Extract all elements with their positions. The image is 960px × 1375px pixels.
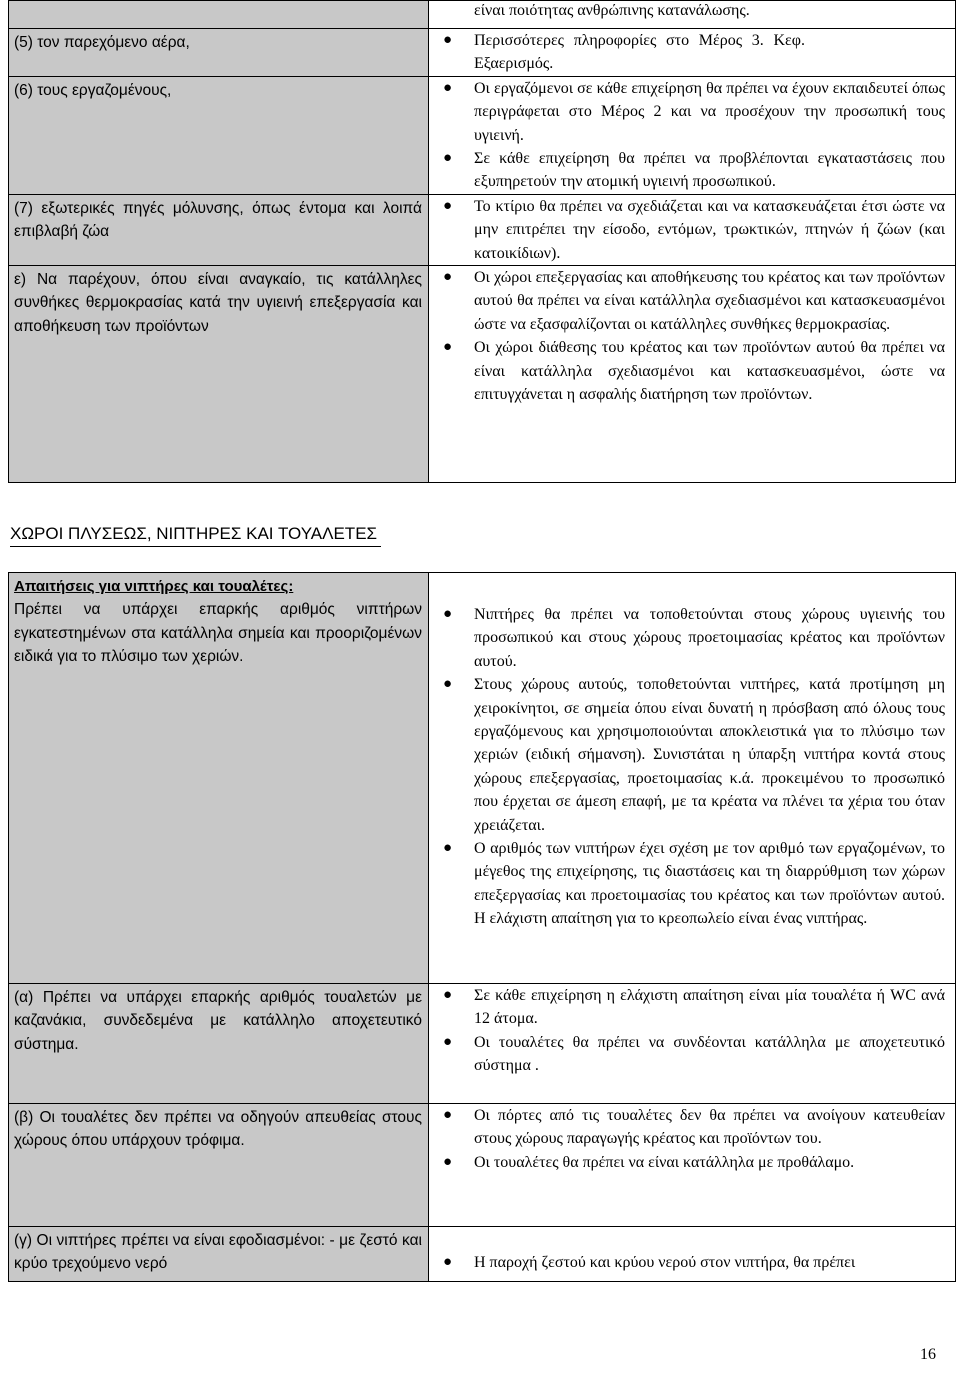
page-number: 16 [920,1346,936,1363]
left-cell [9,573,429,984]
list-item: ● Οι εργαζόμενοι σε κάθε επιχείρηση θα πρέπει να έχουν εκπαιδευτεί όπως περιγράφεται στο Μέρος 2 και να προσέχουν την προσωπική τους υγιεινή. [474,77,945,147]
right-cell [429,1,956,29]
right-cell [429,984,956,1104]
left-cell: (β) Οι τουαλέτες δεν πρέπει να οδηγούν απευθείας στους χώρους όπου υπάρχουν τρόφιμα. [9,1104,429,1227]
left-cell: (α) Πρέπει να υπάρχει επαρκής αριθμός τουαλετών με καζανάκια, συνδεδεμένα με κατάλληλο αποχετευτικό σύστημα. [9,984,429,1104]
list-item: ● Οι πόρτες από τις τουαλέτες δεν θα πρέπει να ανοίγουν κατευθείαν στους χώρους παραγωγής κρέατος και προϊόντων του. [474,1104,945,1151]
table-row [9,194,956,265]
list-item: ● Οι χώροι διάθεσης του κρέατος και των προϊόντων αυτού θα πρέπει να είναι κατάλληλα σχεδιασμένοι και κατασκευασμένοι, ώστε να επιτυγχάνεται η ασφαλής διατήρηση των προϊόντων. [474,336,945,406]
requirements-title: Απαιτήσεις για νιπτήρες και τουαλέτες: [14,578,294,595]
bullet-icon: ● [443,269,453,286]
left-cell: ε) Να παρέχουν, όπου είναι αναγκαίο, τις κατάλληλες συνθήκες θερμοκρασίας κατά την υγιεινή επεξεργασία και αποθήκευση των προϊόντων [9,266,429,483]
table-row [9,984,956,1104]
right-cell [429,194,956,265]
right-cell [429,1227,956,1282]
list-item: ● Οι τουαλέτες θα πρέπει να είναι κατάλληλα με προθάλαμο. [474,1151,945,1174]
bullet-icon: ● [443,1033,453,1050]
bullet-icon: ● [443,606,453,622]
bullet-icon: ● [443,840,453,857]
left-cell: (6) τους εργαζομένους, [9,76,429,194]
bullet-icon: ● [443,987,453,1003]
bullet-icon: ● [443,676,453,693]
right-cell [429,266,956,483]
list-item: ● Ο αριθμός των νιπτήρων έχει σχέση με τον αριθμό των εργαζομένων, το μέγεθος της επιχείρησης, τις διαστάσεις και τη διαρρύθμιση των χώρων επεξεργασίας και προετοιμασίας του κρέατος και των προϊόντων αυτού. Η ελάχιστη απαίτηση για το κρεοπωλείο είναι ένας νιπτήρας. [474,837,945,931]
bullet-icon: ● [443,32,453,48]
bullet-icon: ● [443,150,453,167]
table-row [9,1,956,29]
table-row [9,1104,956,1227]
list-item: ● Οι τουαλέτες θα πρέπει να συνδέονται κατάλληλα με αποχετευτικό σύστημα . [474,1031,945,1078]
list-item: ● Στους χώρους αυτούς, τοποθετούνται νιπτήρες, κατά προτίμηση μη χειροκίνητοι, σε σημεία όπου είναι δυνατή η πρόσβαση από όλους τους εργαζόμενους και χρησιμοποιούνται αποκλειστικά για το πλύσιμο των χεριών (ειδική σήμανση). Συνιστάται η ύπαρξη νιπτήρα κοντά στους χώρους επεξεργασίας, προετοιμασίας κ.ά. προκειμένου το προσωπικό που έρχεται σε άμεση επαφή, με τα κρέατα να πλένει τα χέρια του όταν χρειάζεται. [474,673,945,837]
list-item: ● Σε κάθε επιχείρηση θα πρέπει να προβλέπονται εγκαταστάσεις που εξυπηρετούν την ατομική υγιεινή προσωπικού. [474,147,945,194]
table-row [9,266,956,483]
section-title: ΧΩΡΟΙ ΠΛΥΣΕΩΣ, ΝΙΠΤΗΡΕΣ ΚΑΙ ΤΟΥΑΛΕΤΕΣ [10,524,378,543]
table-row [9,29,956,77]
right-cell [429,29,956,77]
table-row [9,76,956,194]
left-cell [9,1,429,29]
list-item: ● Περισσότερες πληροφορίες στο Μέρος 3. Κεφ. Εξαερισμός. [474,29,945,76]
left-cell: (γ) Οι νιπτήρες πρέπει να είναι εφοδιασμένοι: - με ζεστό και κρύο τρεχούμενο νερό [9,1227,429,1282]
requirement-text: Πρέπει να υπάρχει επαρκής αριθμός νιπτήρων εγκατεστημένων στα κατάλληλα σημεία και προοριζομένων ειδικά για το πλύσιμο των χεριών. [14,601,422,666]
list-item: είναι ποιότητας ανθρώπινης κατανάλωσης. [474,2,750,19]
list-item: ● Νιπτήρες θα πρέπει να τοποθετούνται στους χώρους υγιεινής του προσωπικού και στους χώρους προετοιμασίας κρέατος και προϊόντων αυτού. [474,603,945,673]
list-item: ● Το κτίριο θα πρέπει να σχεδιάζεται και να κατασκευάζεται έτσι ώστε να μην επιτρέπει την είσοδο, εντόμων, τρωκτικών, πτηνών ή ζώων (και κατοικίδιων). [474,195,945,265]
bullet-icon: ● [443,1153,453,1170]
bullet-icon: ● [443,197,453,214]
list-item: ● Η παροχή ζεστού και κρύου νερού στον νιπτήρα, θα πρέπει [474,1251,945,1274]
bullet-icon: ● [443,1254,453,1270]
table-row [9,573,956,984]
table-row [9,1227,956,1282]
bullet-icon: ● [443,79,453,96]
right-cell [429,573,956,984]
left-cell: (5) τον παρεχόμενο αέρα, [9,29,429,77]
list-item: ● Σε κάθε επιχείρηση η ελάχιστη απαίτηση είναι μία τουαλέτα ή WC ανά 12 άτομα. [474,984,945,1031]
bullet-icon: ● [443,1107,453,1123]
right-cell [429,1104,956,1227]
requirements-table-1 [8,0,956,483]
requirements-table-2 [8,572,956,1282]
list-item: ● Οι χώροι επεξεργασίας και αποθήκευσης του κρέατος και των προϊόντων αυτού θα πρέπει να είναι κατάλληλα σχεδιασμένοι και κατασκευασμένοι ώστε να εξασφαλίζονται οι κατάλληλες συνθήκες θερμοκρασίας. [474,266,945,336]
right-cell [429,76,956,194]
bullet-icon: ● [443,339,453,356]
left-cell: (7) εξωτερικές πηγές μόλυνσης, όπως έντομα και λοιπά επιβλαβή ζώα [9,194,429,265]
